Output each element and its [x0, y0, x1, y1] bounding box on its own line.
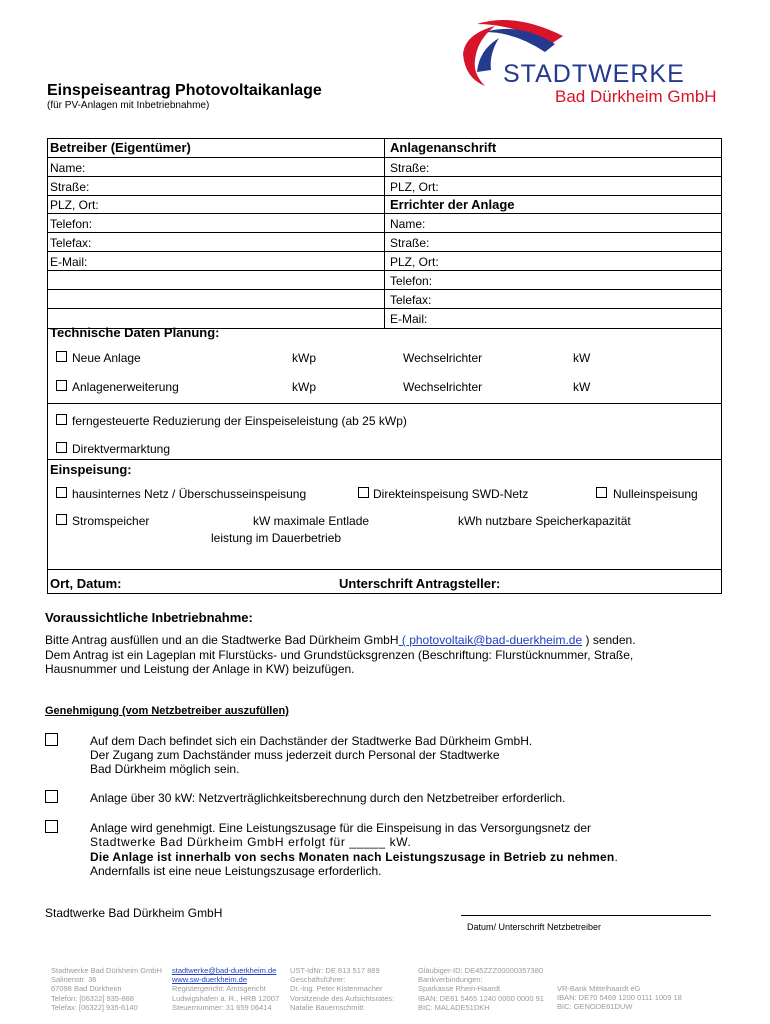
storage-discharge-label: kW maximale Entlade — [253, 514, 370, 528]
company-logo — [455, 14, 717, 108]
installer-heading: Errichter der Anlage — [390, 197, 515, 212]
approval-granted-checkbox[interactable] — [45, 820, 58, 833]
installer-name-field[interactable]: Name: — [390, 217, 426, 231]
approval-grid-calc-checkbox[interactable] — [45, 790, 58, 803]
footer-line: Natalie Bauernschmitt — [290, 1002, 364, 1012]
footer-line: Ludwigshafen a. R., HRB 12007 — [172, 993, 280, 1003]
installer-street-field[interactable]: Straße: — [390, 236, 430, 250]
feed-heading: Einspeisung: — [50, 462, 132, 477]
storage-capacity-label: kWh nutzbare Speicherkapazität — [458, 514, 631, 528]
feed-zero-checkbox[interactable] — [596, 487, 607, 498]
approval-roof-checkbox[interactable] — [45, 733, 58, 746]
logo-text-stadtwerke: STADTWERKE — [503, 60, 685, 88]
installer-zip-city-field[interactable]: PLZ, Ort: — [390, 255, 439, 269]
operator-heading: Betreiber (Eigentümer) — [50, 140, 191, 155]
operator-phone-field[interactable]: Telefon: — [50, 217, 93, 231]
footer-line: IBAN: DE70 5469 1200 0111 1009 18 — [557, 993, 682, 1003]
tech-heading: Technische Daten Planung: — [50, 325, 220, 340]
footer-management — [290, 966, 394, 1012]
instruction-text-end: ) senden. — [582, 633, 636, 647]
email-link[interactable]: ( photovoltaik@bad-duerkheim.de — [398, 633, 583, 647]
approval-granted-line-4: Andernfalls ist eine neue Leistungszusage erforderlich. — [90, 864, 382, 878]
footer-company — [51, 966, 162, 1012]
footer-line: Registergericht: Amtsgericht — [172, 984, 266, 994]
applicant-signature-label[interactable]: Unterschrift Antragsteller: — [339, 576, 501, 591]
signature-line — [461, 915, 711, 916]
approval-deadline-text: Die Anlage ist innerhalb von sechs Monaten nach Leistungszusage in Betrieb zu nehmen — [90, 850, 615, 864]
approval-roof-line-2: Der Zugang zum Dachständer muss jederzeit durch Personal der Stadtwerke — [90, 748, 500, 762]
site-street-field[interactable]: Straße: — [390, 161, 430, 175]
extension-kw-unit: kW — [573, 380, 591, 394]
footer-line: Geschäftsführer: — [290, 975, 346, 985]
remote-reduction-label: ferngesteuerte Reduzierung der Einspeiseleistung (ab 25 kWp) — [72, 414, 407, 428]
new-plant-label: Neue Anlage — [72, 351, 141, 365]
extension-checkbox[interactable] — [56, 380, 67, 391]
approval-roof-line-1: Auf dem Dach befindet sich ein Dachständer der Stadtwerke Bad Dürkheim GmbH. — [90, 734, 533, 748]
operator-date-signature-label: Datum/ Unterschrift Netzbetreiber — [467, 922, 602, 932]
new-plant-checkbox[interactable] — [56, 351, 67, 362]
approval-roof-line-3: Bad Dürkheim möglich sein. — [90, 762, 240, 776]
extension-kwp-unit: kWp — [292, 380, 316, 394]
footer-line: Sparkasse Rhein-Haardt — [418, 984, 501, 994]
footer-line: Vorsitzende des Aufsichtsrates: — [290, 993, 395, 1003]
installer-fax-field[interactable]: Telefax: — [390, 293, 432, 307]
instruction-line-1 — [45, 633, 636, 647]
footer-line: IBAN: DE61 5465 1240 0000 0000 91 — [418, 993, 544, 1003]
installer-phone-field[interactable]: Telefon: — [390, 274, 433, 288]
instruction-line-3: Hausnummer und Leistung der Anlage in KW) beizufügen. — [45, 662, 355, 676]
operator-zip-city-field[interactable]: PLZ, Ort: — [50, 198, 99, 212]
approval-granted-line-2: Stadtwerke Bad Dürkheim GmbH erfolgt für _____ kW. — [90, 835, 412, 849]
footer-line: BIC: MALADE51DKH — [418, 1002, 490, 1012]
extension-inverter-label: Wechselrichter — [403, 380, 483, 394]
feed-direct-label: Direkteinspeisung SWD-Netz — [373, 487, 529, 501]
approval-deadline-end: . — [614, 850, 618, 864]
footer-line: BIC: GENODE61DUW — [557, 1002, 633, 1012]
feed-surplus-label: hausinternes Netz / Überschusseinspeisung — [72, 487, 307, 501]
page-title: Einspeiseantrag Photovoltaikanlage — [47, 82, 322, 99]
approval-granted-line-3 — [90, 850, 618, 864]
footer-line: 67098 Bad Dürkheim — [51, 984, 122, 994]
feed-surplus-checkbox[interactable] — [56, 487, 67, 498]
new-plant-kw-unit: kW — [573, 351, 591, 365]
footer-line: UST-IdNr: DE 813 517 889 — [290, 966, 380, 975]
feed-zero-label: Nulleinspeisung — [613, 487, 698, 501]
storage-discharge-label-2: leistung im Dauerbetrieb — [211, 531, 342, 545]
site-zip-city-field[interactable]: PLZ, Ort: — [390, 180, 439, 194]
approval-granted-line-1: Anlage wird genehmigt. Eine Leistungszusage für die Einspeisung in das Versorgungsnetz der — [90, 821, 591, 835]
approval-heading: Genehmigung (vom Netzbetreiber auszufüllen) — [45, 705, 289, 717]
footer-bank-1 — [418, 966, 544, 1012]
utility-company-name: Stadtwerke Bad Dürkheim GmbH — [45, 906, 223, 920]
footer-line: Salinenstr. 36 — [51, 975, 97, 985]
storage-label: Stromspeicher — [72, 514, 150, 528]
feed-direct-checkbox[interactable] — [358, 487, 369, 498]
footer-line: Dr.-Ing. Peter Kistenmacher — [290, 984, 383, 994]
page-subtitle: (für PV-Anlagen mit Inbetriebnahme) — [47, 100, 210, 111]
direct-marketing-label: Direktvermarktung — [72, 442, 171, 456]
footer-bank-2 — [557, 984, 682, 1012]
footer-line: VR-Bank Mittelhaardt eG — [557, 984, 641, 993]
storage-checkbox[interactable] — [56, 514, 67, 525]
site-heading: Anlagenanschrift — [390, 140, 497, 155]
instruction-line-2: Dem Antrag ist ein Lageplan mit Flurstücks- und Grundstücksgrenzen (Beschriftung: Flurstücknummer, Straße, — [45, 648, 634, 662]
new-plant-inverter-label: Wechselrichter — [403, 351, 483, 365]
new-plant-kwp-unit: kWp — [292, 351, 316, 365]
direct-marketing-checkbox[interactable] — [56, 442, 67, 453]
approval-grid-calc-label: Anlage über 30 kW: Netzverträglichkeitsberechnung durch den Netzbetreiber erforderlich. — [90, 791, 566, 805]
footer-line: Gläubiger-ID: DE45ZZZ00000357380 — [418, 966, 544, 975]
extension-label: Anlagenerweiterung — [72, 380, 179, 394]
operator-fax-field[interactable]: Telefax: — [50, 236, 92, 250]
footer-line: Telefon: [06322] 935-888 — [51, 993, 134, 1003]
footer-website-link[interactable]: www.sw-duerkheim.de — [172, 975, 248, 985]
footer-email-link[interactable]: stadtwerke@bad-duerkheim.de — [172, 966, 277, 975]
footer-contact — [172, 966, 279, 1012]
installer-email-field[interactable]: E-Mail: — [390, 312, 428, 326]
operator-name-field[interactable]: Name: — [50, 161, 86, 175]
operator-email-field[interactable]: E-Mail: — [50, 255, 88, 269]
footer-line: Bankverbindungen: — [418, 975, 483, 985]
footer-line: Steuernummer: 31 659 06414 — [172, 1002, 272, 1012]
logo-text-bad-duerkheim: Bad Dürkheim GmbH — [555, 87, 717, 106]
footer-line: Telefax: [06322] 935-6140 — [51, 1002, 138, 1012]
place-date-label[interactable]: Ort, Datum: — [50, 576, 122, 591]
remote-reduction-checkbox[interactable] — [56, 414, 67, 425]
operator-street-field[interactable]: Straße: — [50, 180, 90, 194]
instruction-text: Bitte Antrag ausfüllen und an die Stadtwerke Bad Dürkheim GmbH — [45, 633, 399, 647]
footer-line: Stadtwerke Bad Dürkheim GmbH — [51, 966, 162, 975]
commissioning-heading: Voraussichtliche Inbetriebnahme: — [45, 610, 253, 625]
